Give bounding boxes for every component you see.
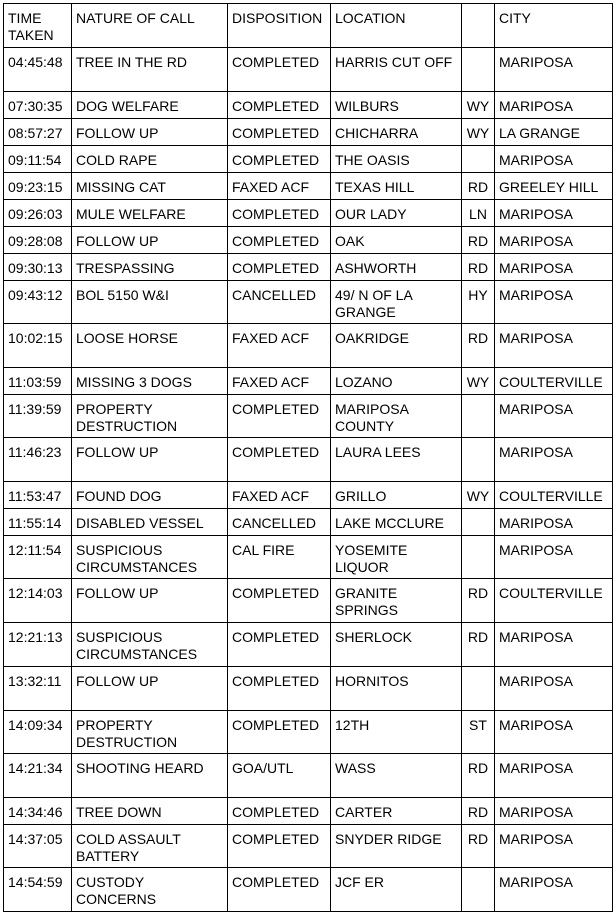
cell-location: OUR LADY bbox=[331, 200, 462, 227]
cell-street-suffix bbox=[462, 146, 495, 173]
cell-location: 49/ N OF LA GRANGE bbox=[331, 281, 462, 324]
cell-location: OAK bbox=[331, 227, 462, 254]
cell-city: MARIPOSA bbox=[495, 48, 613, 92]
cell-city: MARIPOSA bbox=[495, 324, 613, 368]
cell-street-suffix bbox=[462, 536, 495, 579]
cell-location: HORNITOS bbox=[331, 667, 462, 711]
cell-time-taken: 10:02:15 bbox=[4, 324, 72, 368]
cell-nature-of-call: MULE WELFARE bbox=[72, 200, 228, 227]
table-row bbox=[4, 200, 613, 227]
cell-street-suffix: RD bbox=[462, 227, 495, 254]
cell-time-taken: 14:09:34 bbox=[4, 711, 72, 754]
cell-disposition: COMPLETED bbox=[228, 825, 331, 868]
cell-location: LAURA LEES bbox=[331, 438, 462, 482]
cell-time-taken: 11:39:59 bbox=[4, 395, 72, 438]
table-row bbox=[4, 579, 613, 623]
cell-street-suffix bbox=[462, 509, 495, 536]
cell-nature-of-call: TRESPASSING bbox=[72, 254, 228, 281]
cell-disposition: COMPLETED bbox=[228, 395, 331, 438]
header-row bbox=[4, 4, 613, 48]
cell-disposition: FAXED ACF bbox=[228, 482, 331, 509]
header-street-suffix bbox=[462, 4, 495, 48]
cell-time-taken: 09:26:03 bbox=[4, 200, 72, 227]
header-disposition: DISPOSITION bbox=[228, 4, 331, 48]
table-row bbox=[4, 281, 613, 324]
table-row bbox=[4, 509, 613, 536]
cell-city: MARIPOSA bbox=[495, 711, 613, 754]
cell-street-suffix bbox=[462, 48, 495, 92]
cell-city: MARIPOSA bbox=[495, 754, 613, 798]
cell-nature-of-call: SUSPICIOUS CIRCUMSTANCES bbox=[72, 536, 228, 579]
cell-city: MARIPOSA bbox=[495, 227, 613, 254]
table-row bbox=[4, 119, 613, 146]
cell-nature-of-call: FOLLOW UP bbox=[72, 119, 228, 146]
table-row bbox=[4, 482, 613, 509]
cell-city: MARIPOSA bbox=[495, 92, 613, 119]
cell-time-taken: 09:11:54 bbox=[4, 146, 72, 173]
cell-street-suffix: RD bbox=[462, 579, 495, 623]
cell-disposition: COMPLETED bbox=[228, 438, 331, 482]
cell-city: MARIPOSA bbox=[495, 200, 613, 227]
cell-city: COULTERVILLE bbox=[495, 579, 613, 623]
cell-location: CHICHARRA bbox=[331, 119, 462, 146]
cell-disposition: COMPLETED bbox=[228, 227, 331, 254]
cell-disposition: COMPLETED bbox=[228, 119, 331, 146]
cell-street-suffix: RD bbox=[462, 798, 495, 825]
cell-city: MARIPOSA bbox=[495, 395, 613, 438]
cell-location: OAKRIDGE bbox=[331, 324, 462, 368]
cell-time-taken: 13:32:11 bbox=[4, 667, 72, 711]
cell-nature-of-call: DOG WELFARE bbox=[72, 92, 228, 119]
cell-street-suffix: RD bbox=[462, 754, 495, 798]
cell-nature-of-call: BOL 5150 W&I bbox=[72, 281, 228, 324]
cell-location: TEXAS HILL bbox=[331, 173, 462, 200]
cell-time-taken: 12:14:03 bbox=[4, 579, 72, 623]
cell-location: CARTER bbox=[331, 798, 462, 825]
table-row bbox=[4, 825, 613, 868]
cell-location: LAKE MCCLURE bbox=[331, 509, 462, 536]
cell-time-taken: 09:30:13 bbox=[4, 254, 72, 281]
table-row bbox=[4, 667, 613, 711]
cell-city: MARIPOSA bbox=[495, 438, 613, 482]
cell-location: GRILLO bbox=[331, 482, 462, 509]
cell-nature-of-call: FOLLOW UP bbox=[72, 227, 228, 254]
cell-time-taken: 07:30:35 bbox=[4, 92, 72, 119]
cell-time-taken: 11:46:23 bbox=[4, 438, 72, 482]
table-row bbox=[4, 146, 613, 173]
cell-location: GRANITE SPRINGS bbox=[331, 579, 462, 623]
cell-street-suffix: LN bbox=[462, 200, 495, 227]
cell-time-taken: 04:45:48 bbox=[4, 48, 72, 92]
cell-disposition: GOA/UTL bbox=[228, 754, 331, 798]
table-row bbox=[4, 623, 613, 667]
cell-city: MARIPOSA bbox=[495, 825, 613, 868]
header-city: CITY bbox=[495, 4, 613, 48]
cell-street-suffix: RD bbox=[462, 623, 495, 667]
table-row bbox=[4, 173, 613, 200]
cell-street-suffix bbox=[462, 868, 495, 912]
cell-city: MARIPOSA bbox=[495, 667, 613, 711]
cell-street-suffix: RD bbox=[462, 173, 495, 200]
cell-location: JCF ER bbox=[331, 868, 462, 912]
cell-location: THE OASIS bbox=[331, 146, 462, 173]
cell-street-suffix bbox=[462, 438, 495, 482]
cell-nature-of-call: FOLLOW UP bbox=[72, 579, 228, 623]
cell-disposition: COMPLETED bbox=[228, 48, 331, 92]
cell-nature-of-call: CUSTODY CONCERNS bbox=[72, 868, 228, 912]
cell-city: MARIPOSA bbox=[495, 623, 613, 667]
cell-disposition: COMPLETED bbox=[228, 868, 331, 912]
cell-street-suffix: HY bbox=[462, 281, 495, 324]
cell-time-taken: 12:21:13 bbox=[4, 623, 72, 667]
header-nature-of-call: NATURE OF CALL bbox=[72, 4, 228, 48]
table-row bbox=[4, 368, 613, 395]
cell-nature-of-call: FOUND DOG bbox=[72, 482, 228, 509]
cell-city: MARIPOSA bbox=[495, 798, 613, 825]
cell-nature-of-call: PROPERTY DESTRUCTION bbox=[72, 711, 228, 754]
cell-disposition: FAXED ACF bbox=[228, 368, 331, 395]
table-row bbox=[4, 438, 613, 482]
cell-location: LOZANO bbox=[331, 368, 462, 395]
table-row bbox=[4, 324, 613, 368]
cell-location: 12TH bbox=[331, 711, 462, 754]
cell-nature-of-call: DISABLED VESSEL bbox=[72, 509, 228, 536]
cell-disposition: COMPLETED bbox=[228, 146, 331, 173]
table-row bbox=[4, 798, 613, 825]
cell-nature-of-call: COLD ASSAULT BATTERY bbox=[72, 825, 228, 868]
cell-time-taken: 09:28:08 bbox=[4, 227, 72, 254]
table-row bbox=[4, 48, 613, 92]
cell-city: MARIPOSA bbox=[495, 254, 613, 281]
cell-disposition: COMPLETED bbox=[228, 200, 331, 227]
cell-nature-of-call: TREE DOWN bbox=[72, 798, 228, 825]
cell-time-taken: 11:53:47 bbox=[4, 482, 72, 509]
cell-time-taken: 14:54:59 bbox=[4, 868, 72, 912]
cell-nature-of-call: PROPERTY DESTRUCTION bbox=[72, 395, 228, 438]
cell-street-suffix bbox=[462, 667, 495, 711]
cell-street-suffix: RD bbox=[462, 825, 495, 868]
cell-city: LA GRANGE bbox=[495, 119, 613, 146]
call-log-body bbox=[4, 4, 613, 912]
cell-time-taken: 11:03:59 bbox=[4, 368, 72, 395]
cell-location: WASS bbox=[331, 754, 462, 798]
table-row bbox=[4, 711, 613, 754]
call-log-table bbox=[3, 3, 613, 912]
table-row bbox=[4, 868, 613, 912]
cell-nature-of-call: MISSING 3 DOGS bbox=[72, 368, 228, 395]
cell-disposition: COMPLETED bbox=[228, 798, 331, 825]
cell-time-taken: 11:55:14 bbox=[4, 509, 72, 536]
cell-location: WILBURS bbox=[331, 92, 462, 119]
cell-time-taken: 09:43:12 bbox=[4, 281, 72, 324]
cell-disposition: COMPLETED bbox=[228, 92, 331, 119]
table-row bbox=[4, 754, 613, 798]
cell-nature-of-call: MISSING CAT bbox=[72, 173, 228, 200]
cell-city: MARIPOSA bbox=[495, 281, 613, 324]
cell-nature-of-call: FOLLOW UP bbox=[72, 438, 228, 482]
header-location: LOCATION bbox=[331, 4, 462, 48]
cell-time-taken: 14:34:46 bbox=[4, 798, 72, 825]
header-time-taken: TIME TAKEN bbox=[4, 4, 72, 48]
cell-time-taken: 14:37:05 bbox=[4, 825, 72, 868]
cell-nature-of-call: SHOOTING HEARD bbox=[72, 754, 228, 798]
cell-street-suffix bbox=[462, 395, 495, 438]
cell-location: HARRIS CUT OFF bbox=[331, 48, 462, 92]
table-row bbox=[4, 92, 613, 119]
cell-city: MARIPOSA bbox=[495, 509, 613, 536]
cell-city: MARIPOSA bbox=[495, 146, 613, 173]
cell-time-taken: 08:57:27 bbox=[4, 119, 72, 146]
cell-city: COULTERVILLE bbox=[495, 482, 613, 509]
cell-street-suffix: WY bbox=[462, 119, 495, 146]
cell-street-suffix: RD bbox=[462, 324, 495, 368]
cell-street-suffix: ST bbox=[462, 711, 495, 754]
cell-disposition: FAXED ACF bbox=[228, 324, 331, 368]
cell-disposition: COMPLETED bbox=[228, 579, 331, 623]
cell-street-suffix: WY bbox=[462, 482, 495, 509]
table-row bbox=[4, 254, 613, 281]
cell-disposition: COMPLETED bbox=[228, 254, 331, 281]
cell-street-suffix: WY bbox=[462, 92, 495, 119]
cell-disposition: FAXED ACF bbox=[228, 173, 331, 200]
cell-disposition: CAL FIRE bbox=[228, 536, 331, 579]
cell-location: SNYDER RIDGE bbox=[331, 825, 462, 868]
cell-location: SHERLOCK bbox=[331, 623, 462, 667]
cell-location: YOSEMITE LIQUOR bbox=[331, 536, 462, 579]
table-row bbox=[4, 395, 613, 438]
cell-nature-of-call: FOLLOW UP bbox=[72, 667, 228, 711]
cell-time-taken: 14:21:34 bbox=[4, 754, 72, 798]
cell-disposition: COMPLETED bbox=[228, 711, 331, 754]
cell-location: ASHWORTH bbox=[331, 254, 462, 281]
cell-street-suffix: WY bbox=[462, 368, 495, 395]
cell-disposition: CANCELLED bbox=[228, 509, 331, 536]
cell-location: MARIPOSA COUNTY bbox=[331, 395, 462, 438]
cell-disposition: COMPLETED bbox=[228, 623, 331, 667]
cell-time-taken: 09:23:15 bbox=[4, 173, 72, 200]
cell-nature-of-call: SUSPICIOUS CIRCUMSTANCES bbox=[72, 623, 228, 667]
cell-disposition: CANCELLED bbox=[228, 281, 331, 324]
cell-nature-of-call: LOOSE HORSE bbox=[72, 324, 228, 368]
cell-city: MARIPOSA bbox=[495, 536, 613, 579]
table-row bbox=[4, 536, 613, 579]
cell-disposition: COMPLETED bbox=[228, 667, 331, 711]
cell-street-suffix: RD bbox=[462, 254, 495, 281]
cell-nature-of-call: TREE IN THE RD bbox=[72, 48, 228, 92]
cell-city: COULTERVILLE bbox=[495, 368, 613, 395]
cell-city: GREELEY HILL bbox=[495, 173, 613, 200]
cell-city: MARIPOSA bbox=[495, 868, 613, 912]
cell-time-taken: 12:11:54 bbox=[4, 536, 72, 579]
table-row bbox=[4, 227, 613, 254]
cell-nature-of-call: COLD RAPE bbox=[72, 146, 228, 173]
